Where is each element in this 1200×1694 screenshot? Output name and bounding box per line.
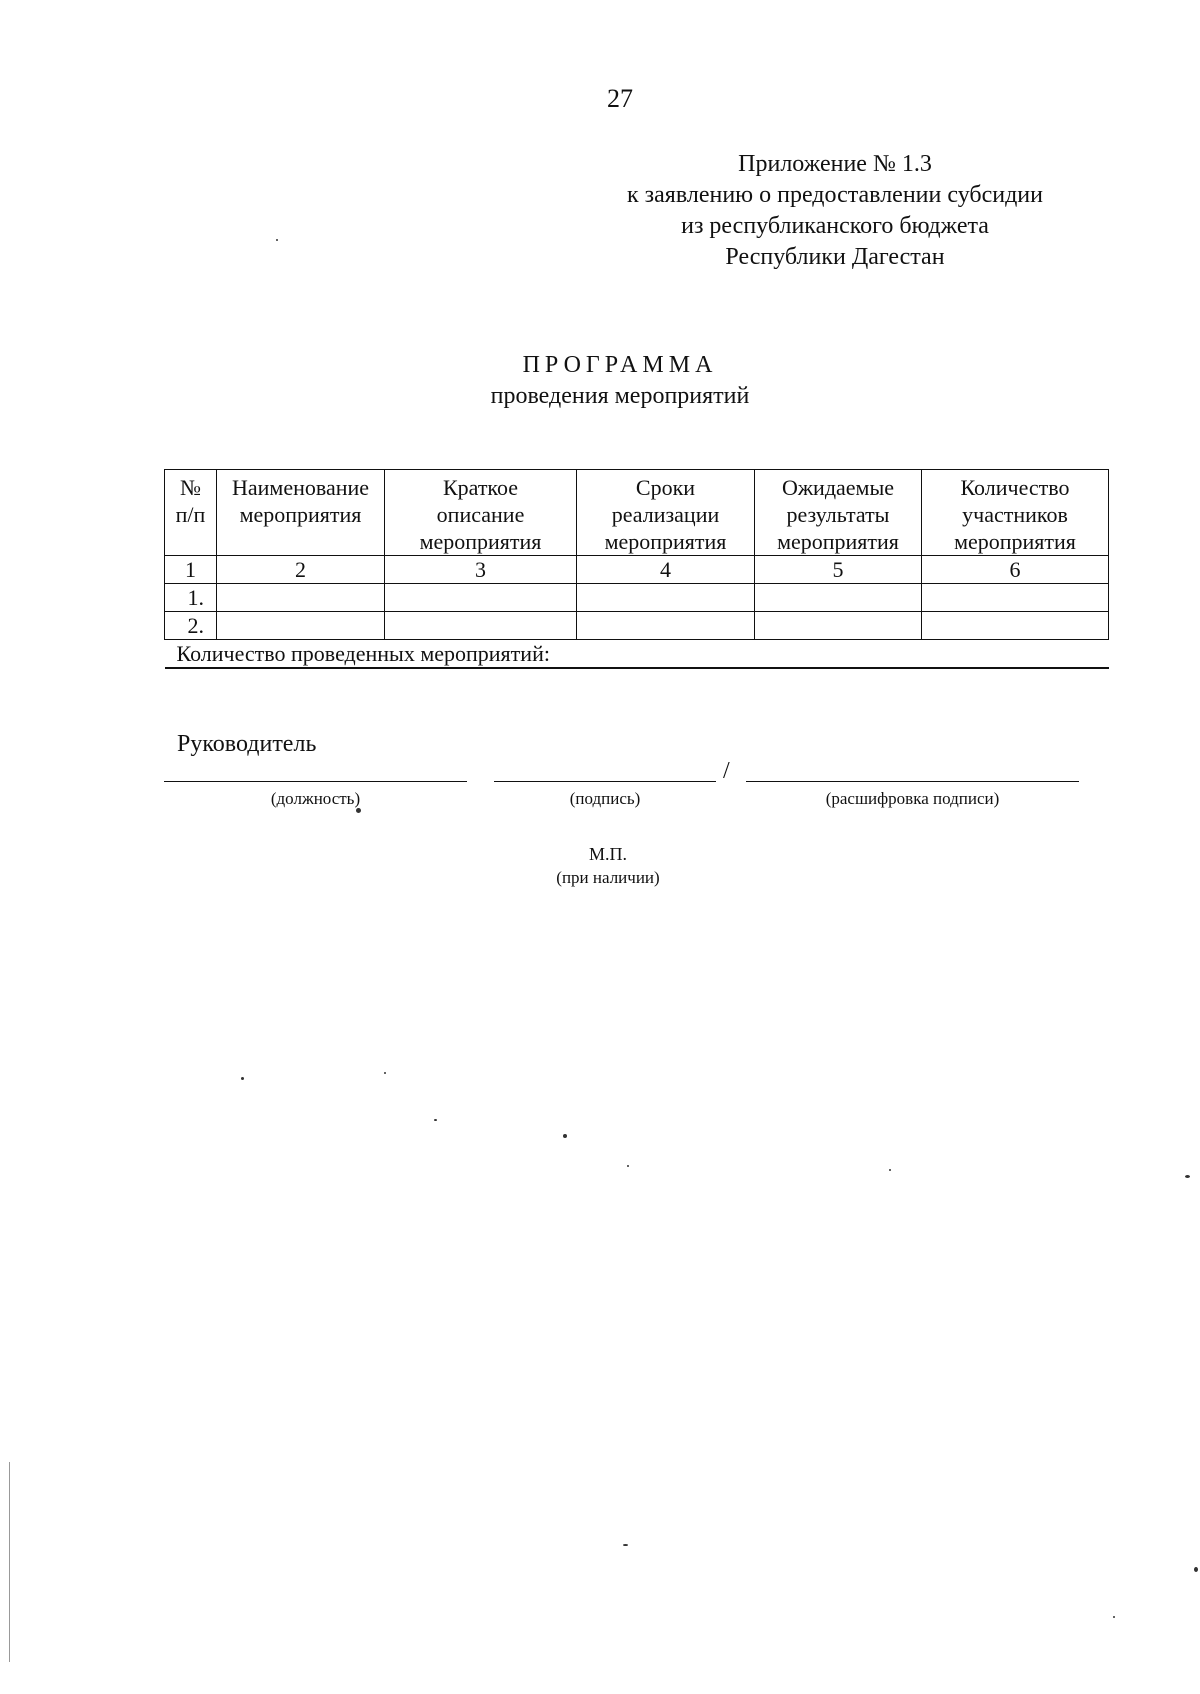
stamp-note: (при наличии) bbox=[556, 868, 660, 887]
header-line: мероприятия bbox=[777, 529, 899, 554]
column-number: 3 bbox=[385, 556, 577, 584]
signature-line bbox=[494, 781, 716, 782]
scan-speck bbox=[356, 808, 361, 813]
position-caption: (должность) bbox=[270, 789, 361, 808]
header-line: описание bbox=[436, 502, 525, 527]
scan-speck bbox=[1185, 1175, 1190, 1178]
table-cell bbox=[755, 612, 922, 640]
header-line: Наименование bbox=[231, 475, 370, 500]
header-line: Ожидаемые bbox=[781, 475, 895, 500]
table-cell bbox=[755, 584, 922, 612]
column-number: 1 bbox=[165, 556, 217, 584]
table-cell bbox=[922, 584, 1109, 612]
decryption-caption: (расшифровка подписи) bbox=[825, 789, 1000, 808]
table-cell bbox=[385, 612, 577, 640]
header-line: п/п bbox=[175, 502, 206, 527]
total-label: Количество проведенных мероприятий: bbox=[165, 640, 1109, 669]
signature-caption: (подпись) bbox=[569, 789, 641, 808]
scan-edge-line bbox=[9, 1462, 10, 1662]
table-cell bbox=[385, 584, 577, 612]
scan-speck bbox=[889, 1169, 891, 1171]
column-header-number bbox=[165, 470, 217, 556]
table-cell bbox=[577, 584, 755, 612]
scan-speck bbox=[276, 239, 278, 241]
signature-slash: / bbox=[723, 758, 730, 784]
program-table bbox=[164, 469, 1109, 669]
header-line: мероприятия bbox=[239, 502, 362, 527]
appendix-line: Республики Дагестан bbox=[725, 244, 945, 270]
scan-speck bbox=[241, 1077, 244, 1080]
column-header-name bbox=[217, 470, 385, 556]
appendix-line: к заявлению о предоставлении субсидии bbox=[627, 182, 1043, 208]
document-subtitle: проведения мероприятий bbox=[490, 383, 750, 409]
header-line: Сроки bbox=[635, 475, 696, 500]
table-header-row bbox=[165, 470, 1109, 556]
table-cell bbox=[922, 612, 1109, 640]
header-line: мероприятия bbox=[954, 529, 1076, 554]
column-header-results bbox=[755, 470, 922, 556]
table-cell bbox=[577, 612, 755, 640]
stamp-label: М.П. bbox=[588, 844, 627, 864]
table-row bbox=[165, 612, 1109, 640]
appendix-header bbox=[560, 149, 1110, 273]
page-number: 27 bbox=[607, 84, 633, 113]
header-line: № bbox=[180, 475, 201, 500]
table-cell bbox=[217, 584, 385, 612]
table-row bbox=[165, 584, 1109, 612]
decryption-line bbox=[746, 781, 1079, 782]
document-title: ПРОГРАММА bbox=[522, 352, 718, 378]
appendix-line: Приложение № 1.3 bbox=[738, 151, 932, 177]
header-line: Количество bbox=[960, 475, 1070, 500]
header-line: Краткое bbox=[442, 475, 519, 500]
column-number-row bbox=[165, 556, 1109, 584]
head-label: Руководитель bbox=[177, 731, 317, 757]
scan-speck bbox=[563, 1134, 567, 1138]
appendix-line: из республиканского бюджета bbox=[681, 213, 989, 239]
column-number: 6 bbox=[922, 556, 1109, 584]
column-number: 5 bbox=[755, 556, 922, 584]
column-header-description bbox=[385, 470, 577, 556]
column-number: 4 bbox=[577, 556, 755, 584]
scan-speck bbox=[1113, 1616, 1115, 1618]
scan-speck bbox=[384, 1072, 386, 1074]
scan-speck bbox=[623, 1544, 628, 1546]
header-line: реализации bbox=[611, 502, 720, 527]
header-line: результаты bbox=[786, 502, 890, 527]
header-line: мероприятия bbox=[419, 529, 542, 554]
position-line bbox=[164, 781, 467, 782]
column-number: 2 bbox=[217, 556, 385, 584]
table-cell bbox=[217, 612, 385, 640]
header-line: участников bbox=[962, 502, 1068, 527]
table-cell: 2. bbox=[165, 612, 217, 640]
table-cell: 1. bbox=[165, 584, 217, 612]
scan-speck bbox=[1194, 1567, 1198, 1572]
column-header-terms bbox=[577, 470, 755, 556]
scan-speck bbox=[627, 1165, 629, 1167]
header-line: мероприятия bbox=[604, 529, 727, 554]
total-row bbox=[165, 640, 1109, 669]
column-header-participants bbox=[922, 470, 1109, 556]
scan-speck bbox=[434, 1119, 437, 1121]
